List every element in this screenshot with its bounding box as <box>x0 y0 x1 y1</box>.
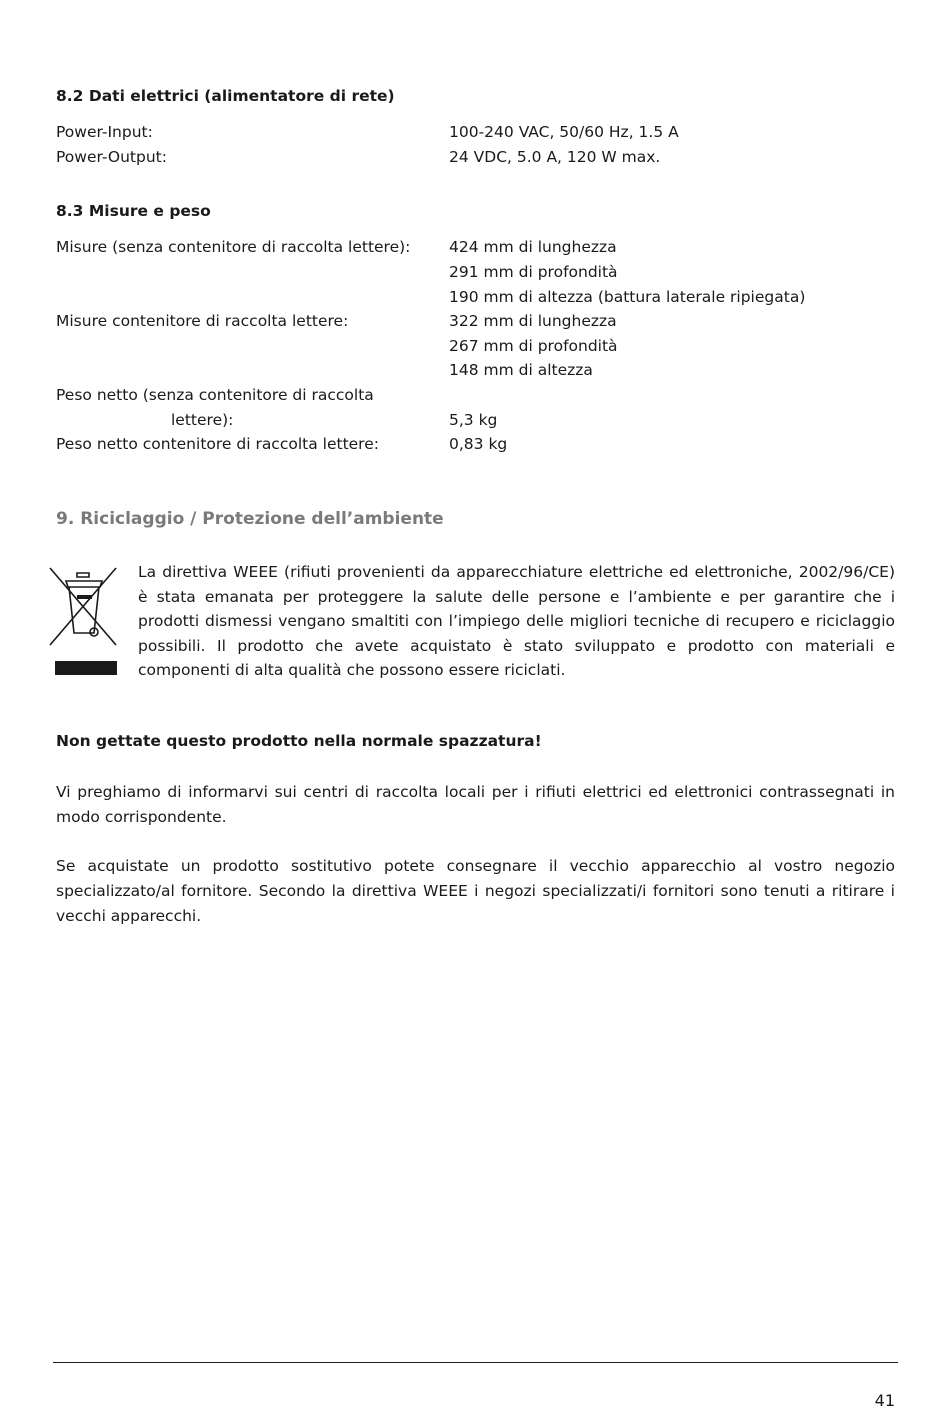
section-9-heading: 9. Riciclaggio / Protezione dell’ambiente <box>56 509 444 529</box>
container-row-3 <box>56 358 896 383</box>
dims-row-3 <box>56 285 896 310</box>
weee-directive-text: La direttiva WEEE (rifiuti provenienti da apparecchiature elettriche ed elettroniche, 2002/96/CE) è stata emanata per proteggere la salute delle persone e l’ambiente e per garantire che i prodotti dismessi vengano smaltiti con l’impiego delle migliori tecniche di recupero e riciclaggio possibili. Il prodotto che avete acquistato è stato sviluppato e prodotto con materiali e componenti di alta qualità che possono essere riciclati. <box>138 563 895 679</box>
container-label: Misure contenitore di raccolta lettere: <box>56 312 349 330</box>
container-weight-label: Peso netto contenitore di raccolta lettere: <box>56 435 379 453</box>
spec-row-power-input <box>56 120 896 145</box>
container-row-2 <box>56 334 896 359</box>
container-value: 267 mm di profondità <box>449 337 618 355</box>
container-row-1 <box>56 309 896 334</box>
replacement-paragraph: Se acquistate un prodotto sostitutivo potete consegnare il vecchio apparecchio al vostro negozio specializzato/al fornitore. Secondo la direttiva WEEE i negozi specializzati/i fornitori sono tenuti a ritirare i vecchi apparecchi. <box>56 857 895 925</box>
container-weight-value: 0,83 kg <box>449 435 508 453</box>
container-value: 322 mm di lunghezza <box>449 312 617 330</box>
spec-label: Power-Input: <box>56 123 153 141</box>
weee-bin-icon <box>47 565 121 677</box>
footer-divider <box>53 1362 898 1363</box>
dims-label: Misure (senza contenitore di raccolta lettere): <box>56 238 411 256</box>
net-weight-label: Peso netto (senza contenitore di raccolta <box>56 386 374 404</box>
container-value: 148 mm di altezza <box>449 361 593 379</box>
net-weight-label-cont: lettere): <box>171 411 234 429</box>
disposal-warning: Non gettate questo prodotto nella normale spazzatura! <box>56 732 542 750</box>
section-8-2-heading: 8.2 Dati elettrici (alimentatore di rete) <box>56 87 395 105</box>
dims-value: 291 mm di profondità <box>449 263 618 281</box>
section-8-3-heading: 8.3 Misure e peso <box>56 202 211 220</box>
page-number: 41 <box>874 1391 895 1410</box>
net-weight-row-2 <box>56 408 896 433</box>
spec-value: 100-240 VAC, 50/60 Hz, 1.5 A <box>449 123 679 141</box>
net-weight-value: 5,3 kg <box>449 411 498 429</box>
net-weight-row-1 <box>56 383 896 408</box>
dims-row-2 <box>56 260 896 285</box>
dims-value: 190 mm di altezza (battura laterale ripiegata) <box>449 288 806 306</box>
dims-row-1 <box>56 235 896 260</box>
spec-row-power-output <box>56 145 896 170</box>
collection-centers-paragraph: Vi preghiamo di informarvi sui centri di raccolta locali per i rifiuti elettrici ed elettronici contrassegnati in modo corrispondente. <box>56 783 895 826</box>
container-weight-row <box>56 432 896 457</box>
spec-label: Power-Output: <box>56 148 167 166</box>
spec-value: 24 VDC, 5.0 A, 120 W max. <box>449 148 661 166</box>
dims-value: 424 mm di lunghezza <box>449 238 617 256</box>
